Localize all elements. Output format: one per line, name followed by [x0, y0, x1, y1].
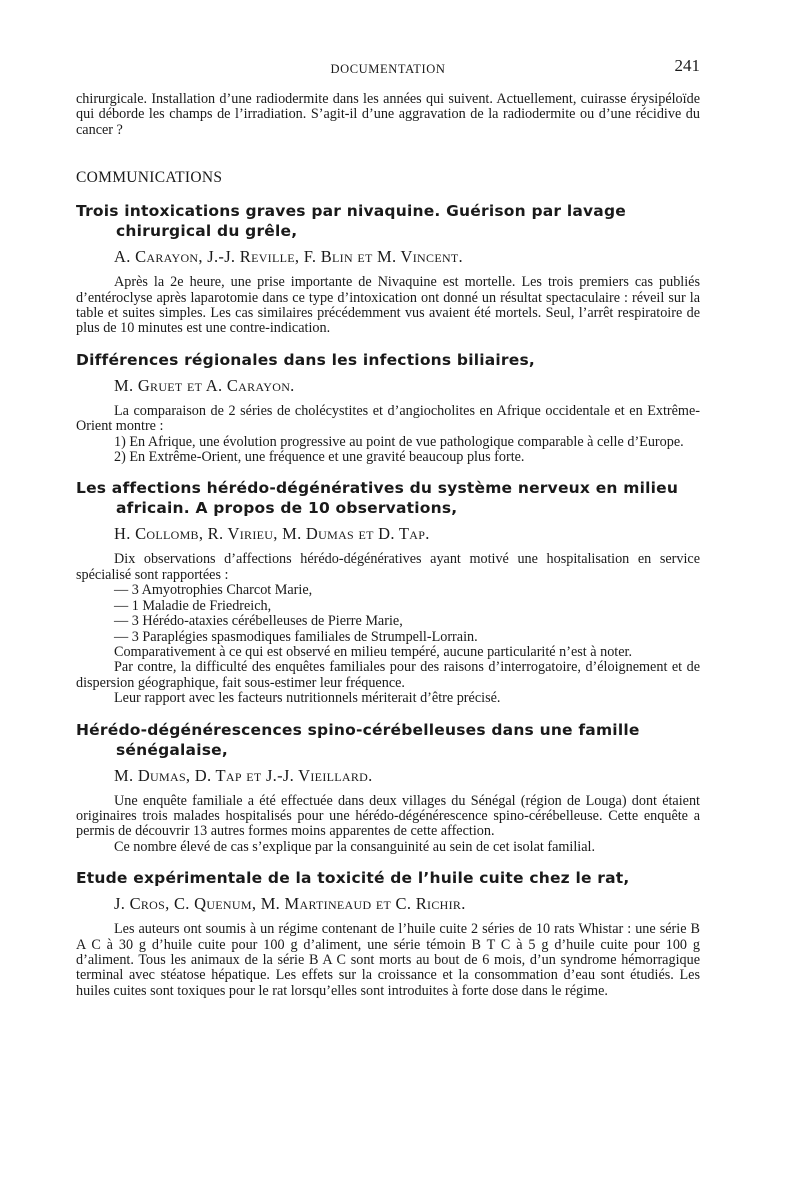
intro-paragraph: chirurgicale. Installation d’une radiodermite dans les années qui suivent. Actuellement, cuirasse érysipéloïde qui déborde les champs de l’irradiation. S’agit-il d’une aggravation de la radiodermite ou d’une récidive du cancer ?: [76, 91, 700, 138]
list-item: — 3 Paraplégies spasmodiques familiales de Strumpell-Lorrain.: [114, 628, 478, 645]
article-title: Trois intoxications graves par nivaquine. Guérison par lavage chirurgical du grêle,: [76, 202, 626, 241]
article-title: Différences régionales dans les infections biliaires,: [76, 350, 536, 369]
article-body: [76, 275, 700, 337]
article: [76, 868, 700, 999]
article-body: [76, 404, 700, 466]
article-paragraph: La comparaison de 2 séries de cholécystites et d’angiocholites en Afrique occidentale et en Extrême-Orient montre :: [76, 402, 700, 435]
list-item: — 1 Maladie de Friedreich,: [114, 597, 272, 614]
article-authors: A. Carayon, J.-J. Reville, F. Blin et M. Vincent.: [114, 247, 463, 267]
section-heading: COMMUNICATIONS: [76, 169, 223, 187]
article-paragraph: Leur rapport avec les facteurs nutritionnels mériterait d’être précisé.: [114, 690, 501, 707]
document-page: [76, 56, 700, 999]
article-body: [76, 794, 700, 856]
article-paragraph: Ce nombre élevé de cas s’explique par la consanguinité au sein de cet isolat familial.: [114, 838, 596, 855]
article-paragraph: Après la 2e heure, une prise importante de Nivaquine est mortelle. Les trois premiers cas publiés d’entéroclyse après laparotomie dans ce type d’intoxication ont donné un résultat spectaculaire : réveil sur la table et suites simples. Les cas similaires précédemment vus avaient été mortels. Seul, l’arrêt respiratoire de plus de 10 minutes est une contre-indication.: [76, 274, 700, 337]
article-body: [76, 922, 700, 999]
running-title: DOCUMENTATION: [330, 62, 446, 76]
article-authors: M. Dumas, D. Tap et J.-J. Vieillard.: [114, 765, 373, 785]
article-paragraph: Comparativement à ce qui est observé en milieu tempéré, aucune particularité n’est à noter.: [114, 643, 633, 660]
article-authors: M. Gruet et A. Carayon.: [114, 375, 295, 395]
running-header: [76, 56, 700, 86]
list-item: 2) En Extrême-Orient, une fréquence et une gravité beaucoup plus forte.: [114, 449, 525, 466]
article-paragraph: Une enquête familiale a été effectuée dans deux villages du Sénégal (région de Louga) dont étaient originaires trois malades hospitalisés pour une hérédo-dégénérescence spino-cérébelleuse. Cette enquête a permis de découvrir 13 autres formes moins apparentes de cette affection.: [76, 792, 700, 840]
article-title: Etude expérimentale de la toxicité de l’huile cuite chez le rat,: [76, 869, 630, 888]
page-number: 241: [674, 56, 700, 75]
article-paragraph: Les auteurs ont soumis à un régime contenant de l’huile cuite 2 séries de 10 rats Whistar : une série B A C à 30 g d’huile cuite pour 100 g d’aliment, une série témoin B T C à 5 g d’huile cuite pour 100 g d’aliment. Tous les animaux de la série B A C sont morts au bout de 6 mois, d’un syndrome hémorragique terminal avec stéatose hépatique. Les effets sur la croissance et la consommation d’eau sont étudiés. Les huiles cuites sont toxiques pour le rat lorsqu’elles sont introduites à forte dose dans le régime.: [76, 921, 700, 999]
article-authors: J. Cros, C. Quenum, M. Martineaud et C. Richir.: [114, 894, 466, 914]
article: [76, 720, 700, 856]
article-title: Les affections hérédo-dégénératives du système nerveux en milieu africain. A propos de 10 observations,: [76, 479, 679, 518]
list-item: — 3 Amyotrophies Charcot Marie,: [114, 582, 313, 599]
article-paragraph: Par contre, la difficulté des enquêtes familiales pour des raisons d’interrogatoire, d’éloignement et de dispersion géographique, fait sous-estimer leur fréquence.: [76, 659, 700, 691]
article-body: [76, 552, 700, 706]
list-item: 1) En Afrique, une évolution progressive au point de vue pathologique comparable à celle d’Europe.: [114, 433, 684, 450]
article: [76, 478, 700, 706]
article-title: Hérédo-dégénérescences spino-cérébelleuses dans une famille sénégalaise,: [76, 720, 640, 759]
article: [76, 350, 700, 466]
article: [76, 201, 700, 337]
list-item: — 3 Hérédo-ataxies cérébelleuses de Pierre Marie,: [114, 613, 403, 630]
article-authors: H. Collomb, R. Virieu, M. Dumas et D. Tap.: [114, 524, 430, 544]
article-paragraph: Dix observations d’affections hérédo-dégénératives ayant motivé une hospitalisation en service spécialisé sont rapportées :: [76, 551, 700, 583]
